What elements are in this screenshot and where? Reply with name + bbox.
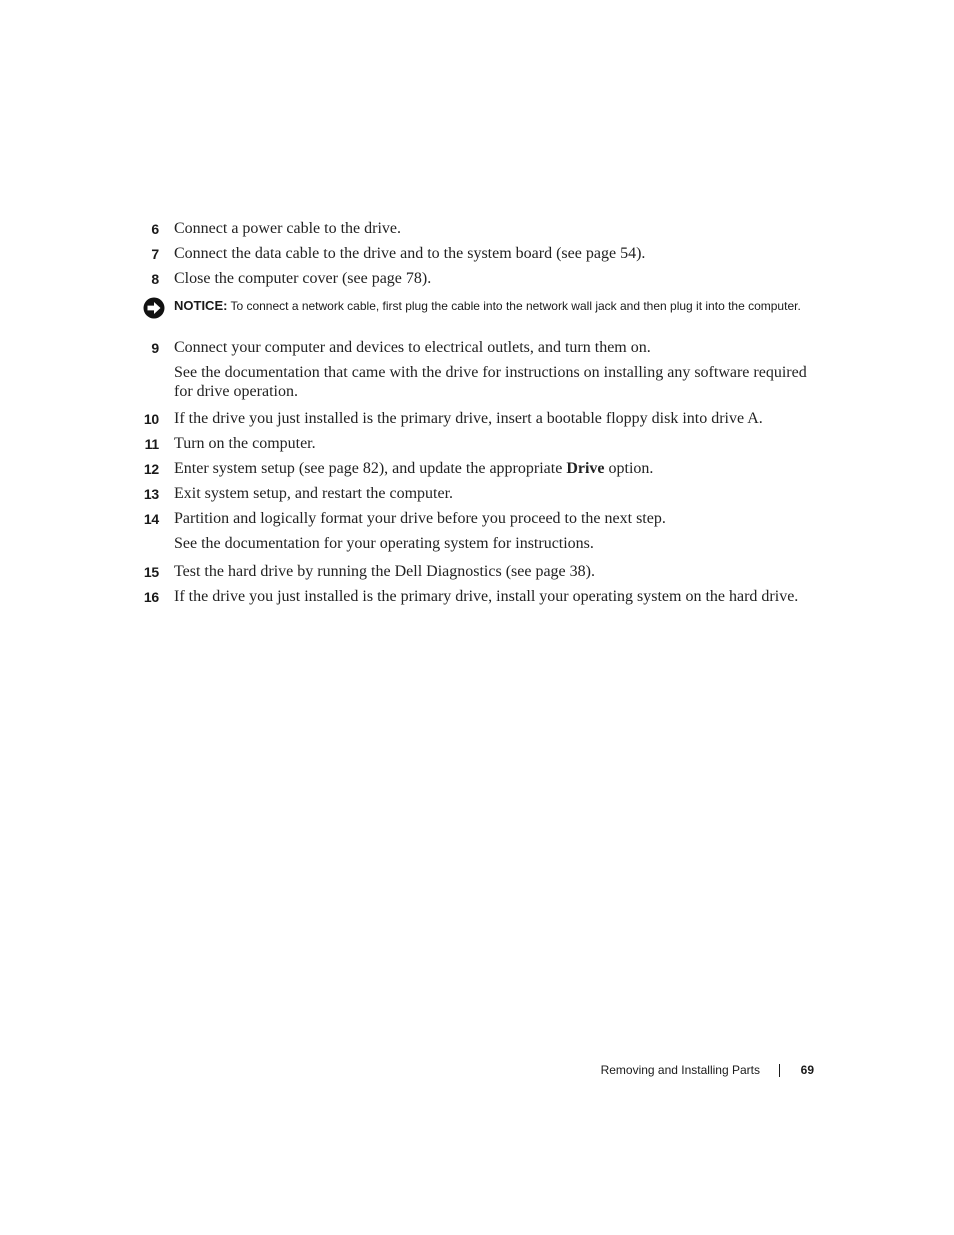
step-16 [0, 587, 954, 609]
step-number: 11 [144, 436, 159, 452]
footer-divider [779, 1064, 780, 1077]
step-text: If the drive you just installed is the primary drive, install your operating system on the hard drive. [174, 588, 799, 605]
step-text: Connect a power cable to the drive. [174, 220, 402, 237]
step-text: Connect the data cable to the drive and to the system board (see page 54). [174, 245, 646, 262]
step-11 [0, 434, 954, 456]
page-number: 69 [800, 1063, 814, 1077]
step-9 [0, 338, 954, 360]
step-number: 6 [151, 221, 159, 237]
step-14 [0, 509, 954, 531]
step-number: 9 [151, 340, 159, 356]
notice-text [174, 297, 804, 315]
step-number: 16 [143, 589, 159, 605]
step-number: 10 [143, 411, 159, 427]
step-text: Exit system setup, and restart the computer. [174, 485, 454, 502]
footer-section-title: Removing and Installing Parts [600, 1063, 760, 1077]
step-text-part: option. [604, 460, 654, 477]
step-number: 14 [143, 511, 159, 527]
step-text: If the drive you just installed is the primary drive, insert a bootable floppy disk into drive A. [174, 410, 763, 427]
step-number: 13 [143, 486, 159, 502]
drive-option-label: Drive [566, 460, 605, 477]
step-text-part: Enter system setup (see page 82), and update the appropriate [174, 460, 567, 477]
step-number: 7 [151, 246, 159, 262]
step-10 [0, 409, 954, 431]
notice-block [140, 295, 820, 335]
step-number: 15 [143, 564, 159, 580]
notice-body: To connect a network cable, first plug the cable into the network wall jack and then plug it into the computer. [230, 299, 801, 313]
step-15 [0, 562, 954, 584]
step-text [174, 459, 814, 479]
step-7 [0, 244, 954, 266]
step-text: Turn on the computer. [174, 435, 316, 452]
notice-arrow-icon [143, 297, 165, 319]
step-number: 8 [151, 271, 159, 287]
step-8 [0, 269, 954, 291]
step-text: Test the hard drive by running the Dell Diagnostics (see page 38). [174, 563, 595, 580]
step-text: Partition and logically format your drive before you proceed to the next step. [174, 510, 666, 527]
step-text: Connect your computer and devices to electrical outlets, and turn them on. [174, 339, 651, 356]
step-13 [0, 484, 954, 506]
step-text: Close the computer cover (see page 78). [174, 270, 432, 287]
step-12 [0, 459, 954, 481]
step-number: 12 [143, 461, 159, 477]
page-footer [560, 1061, 814, 1081]
step-6 [0, 219, 954, 241]
step-9-note: See the documentation that came with the drive for instructions on installing any software required for drive operation. [174, 364, 807, 400]
step-14-note: See the documentation for your operating system for instructions. [174, 535, 594, 552]
notice-label: NOTICE: [174, 298, 228, 313]
